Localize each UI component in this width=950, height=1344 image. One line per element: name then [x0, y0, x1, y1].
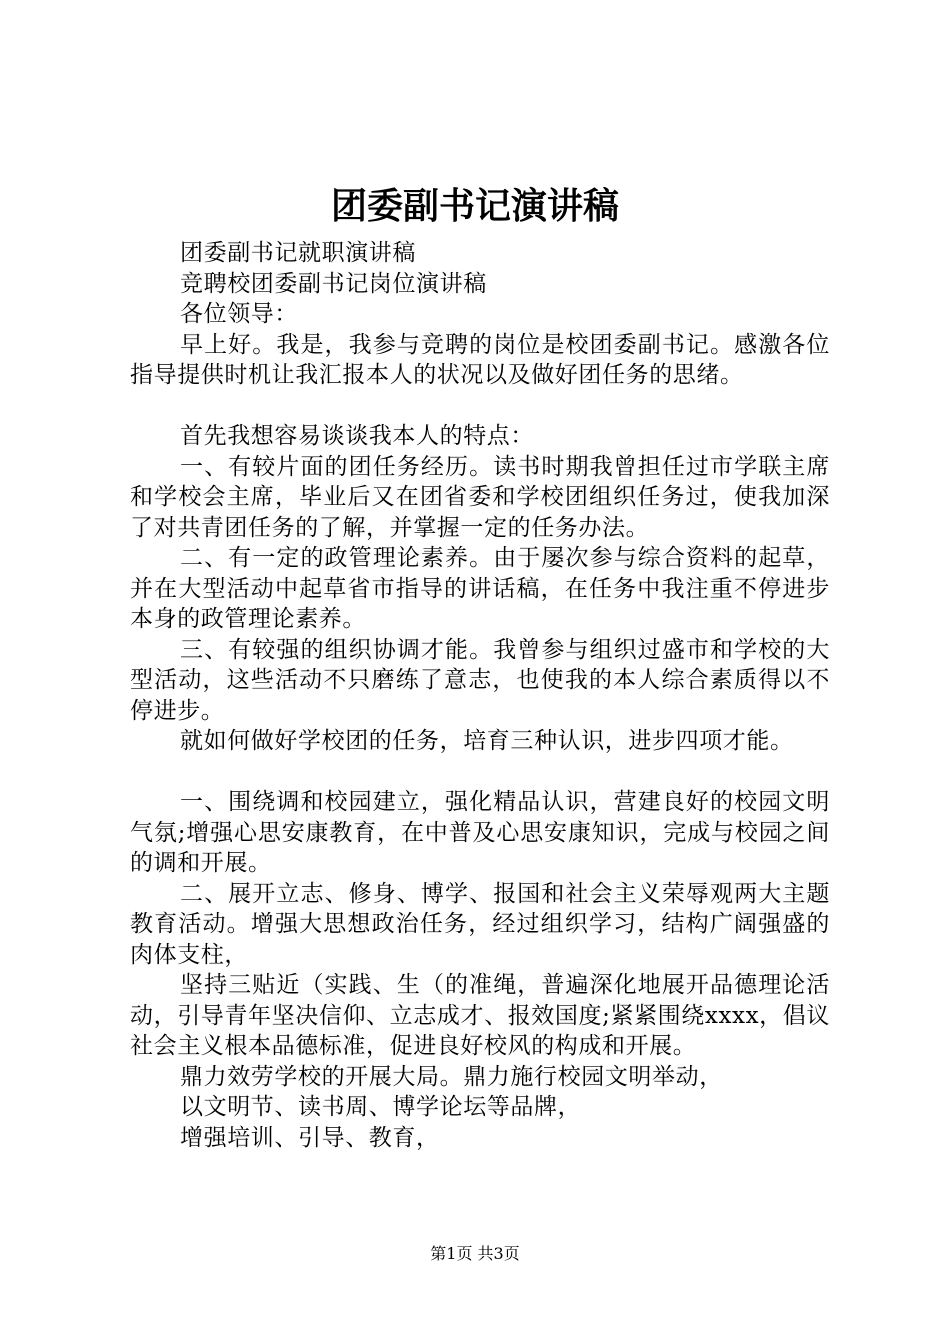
paragraph-point-3: 三、有较强的组织协调才能。我曾参与组织过盛市和学校的大型活动，这些活动不只磨练了意志，也使我的本人综合素质得以不停进步。: [130, 636, 830, 724]
paragraph-spacer: [130, 757, 830, 788]
paragraph-subtitle-2: 竞聘校团委副书记岗位演讲稿: [180, 270, 487, 297]
page-footer: 第1页 共3页: [430, 1244, 520, 1263]
paragraph-plan-1: 一、围绕调和校园建立，强化精品认识，营建良好的校园文明气氛;增强心思安康教育，在中普及心思安康知识，完成与校园之间的调和开展。: [130, 789, 830, 876]
paragraph-plan-3: 坚持三贴近（实践、生（的准绳，普遍深化地展开品德理论活动，引导青年坚决信仰、立志成才、报效国度;紧紧围绕xxxx，倡议社会主义根本品德标准，促进良好校风的构成和开展。: [130, 972, 830, 1059]
paragraph-plan-6: 增强培训、引导、教育，: [180, 1124, 440, 1151]
paragraph-intro: 首先我想容易谈谈我本人的特点：: [180, 423, 534, 449]
paragraph-plan-intro: 就如何做好学校团的任务，培育三种认识，进步四项才能。: [180, 728, 794, 754]
paragraph-plan-5: 以文明节、读书周、博学论坛等品牌，: [180, 1094, 582, 1120]
paragraph-plan-2: 二、展开立志、修身、博学、报国和社会主义荣辱观两大主题教育活动。增强大思想政治任务，经过组织学习，结构广阔强盛的肉体支柱，: [130, 880, 830, 968]
paragraph-plan-4: 鼎力效劳学校的开展大局。鼎力施行校园文明举动，: [180, 1063, 723, 1090]
document-body: [130, 238, 830, 1153]
paragraph-salutation: 各位领导：: [180, 301, 298, 327]
paragraph-greeting: 早上好。我是，我参与竞聘的岗位是校团委副书记。感激各位指导提供时机让我汇报本人的状况以及做好团任务的思绪。: [130, 331, 830, 388]
paragraph-point-2: 二、有一定的政管理论素养。由于屡次参与综合资料的起草，并在大型活动中起草省市指导的讲话稿，在任务中我注重不停进步本身的政管理论素养。: [130, 545, 830, 632]
paragraph-spacer: [130, 391, 830, 422]
document-title: 团委副书记演讲稿: [330, 185, 619, 227]
paragraph-point-1: 一、有较片面的团任务经历。读书时期我曾担任过市学联主席和学校会主席，毕业后又在团省委和学校团组织任务过，使我加深了对共青团任务的了解，并掌握一定的任务办法。: [130, 453, 830, 541]
paragraph-subtitle-1: 团委副书记就职演讲稿: [180, 240, 416, 266]
